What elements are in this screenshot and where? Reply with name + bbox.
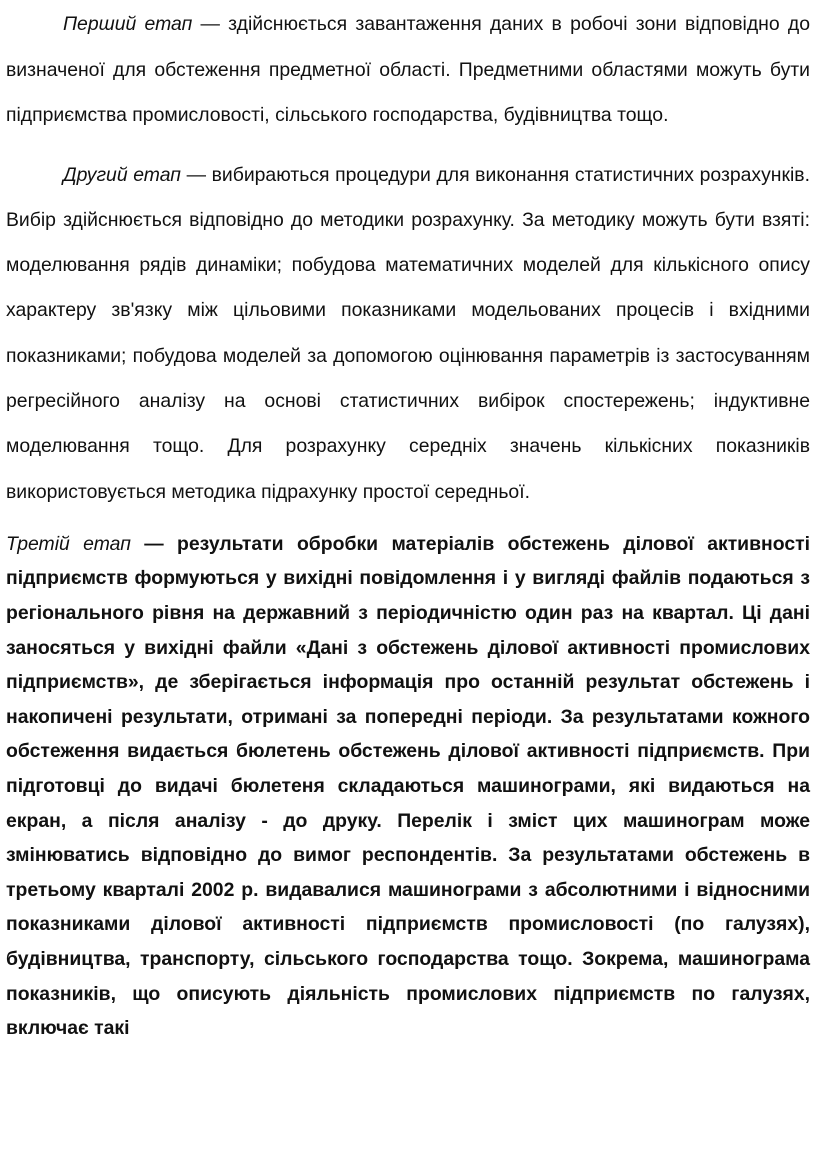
stage-2-title: Другий етап	[63, 163, 181, 186]
stage-2-text: — вибираються процедури для виконання статистичних розрахунків. Вибір здійснюється відповідно до методики розрахунку. За методику можуть бути взяті: моделювання рядів динаміки; побудова математичних моделей для кількісного опису характеру зв'язку між цільовими показниками модельованих процесів і вхідними показниками; побудова моделей за допомогою оцінювання параметрів із застосуванням регресійного аналізу на основі статистичних вибірок спостережень; індуктивне моделювання тощо. Для розрахунку середніх значень кількісних показників використовується методика підрахунку простої середньої.	[6, 163, 810, 503]
stage-1-title: Перший етап	[63, 13, 193, 35]
paragraph-stage-1	[6, 2, 810, 139]
stage-3-text: — результати обробки матеріалів обстежень ділової активності підприємств формуються у вихідні повідомлення і у вигляді файлів подаються з регіонального рівня на державний з періодичністю один раз на квартал. Ці дані заносяться у вихідні файли «Дані з обстежень ділової активності промислових підприємств», де зберігається інформація про останній результат обстежень і накопичені результати, отримані за попередні періоди. За результатами кожного обстеження видається бюлетень обстежень ділової активності підприємств. При підготовці до видачі бюлетеня складаються машинограми, які видаються на екран, а після аналізу - до друку. Перелік і зміст цих машинограм може змінюватись відповідно до вимог респондентів. За результатами обстежень в третьому кварталі 2002 р. видавалися машинограми з абсолютними і відносними показниками ділової активності підприємств промисловості (по галузях), будівництва, транспорту, сільського господарства тощо. Зокрема, машинограма показників, що описують діяльність промислових підприємств по галузях, включає такі	[6, 532, 810, 1040]
stage-3-title: Третій етап	[6, 532, 131, 555]
stage-1-text: — здійснюється завантаження даних в робочі зони відповідно до визначеної для обстеження предметної області. Предметними областями можуть бути підприємства промисловості, сільського господарства, будівництва тощо.	[6, 13, 810, 126]
paragraph-stage-2	[6, 153, 810, 515]
paragraph-stage-3	[6, 527, 810, 1046]
